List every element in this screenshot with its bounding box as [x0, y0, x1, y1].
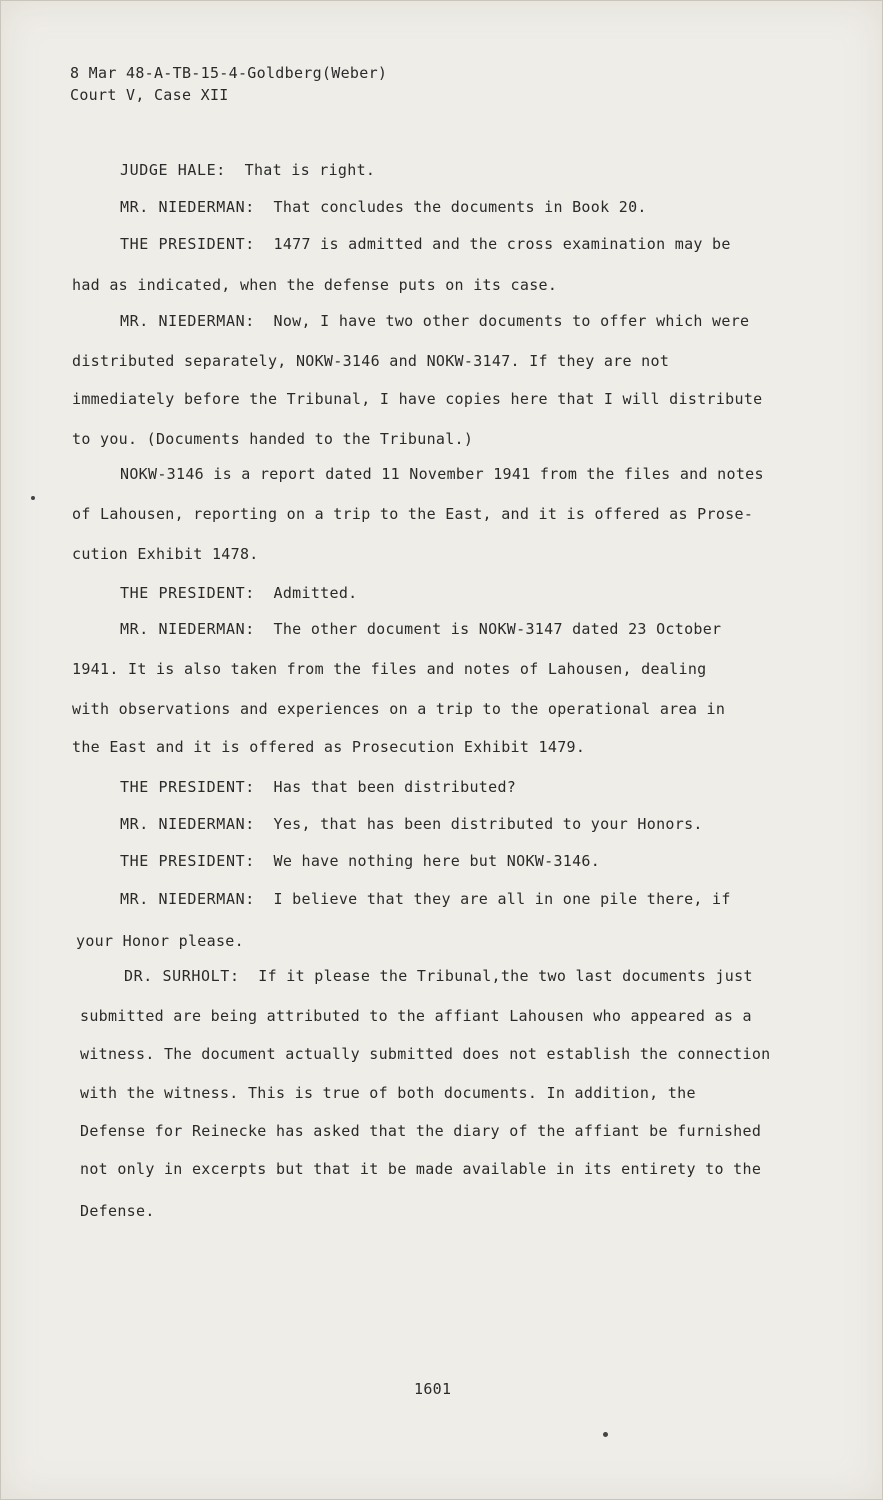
- line-text: to you. (Documents handed to the Tribunal.): [72, 430, 474, 448]
- line-text: with observations and experiences on a trip to the operational area in: [72, 700, 726, 718]
- line-text: the East and it is offered as Prosecution Exhibit 1479.: [72, 738, 586, 756]
- speaker-label: THE PRESIDENT:: [120, 778, 255, 796]
- transcript-line: [72, 738, 585, 756]
- transcript-line: [72, 352, 669, 370]
- paper-speck: [603, 1432, 608, 1437]
- line-text: Has that been distributed?: [273, 778, 517, 796]
- line-text: witness. The document actually submitted does not establish the connection: [80, 1045, 771, 1063]
- speaker-label: THE PRESIDENT:: [120, 852, 255, 870]
- line-text: Now, I have two other documents to offer which were: [273, 312, 750, 330]
- transcript-line: [120, 890, 731, 908]
- transcript-line: [120, 584, 358, 602]
- transcript-line: [72, 430, 473, 448]
- line-text: distributed separately, NOKW-3146 and NOKW-3147. If they are not: [72, 352, 670, 370]
- transcript-line: [72, 390, 762, 408]
- header-court-case: Court V, Case XII: [70, 86, 229, 104]
- transcript-line: [72, 700, 725, 718]
- transcript-line: [120, 235, 731, 253]
- line-text: The other document is NOKW-3147 dated 23 October: [273, 620, 722, 638]
- paper-speck: [31, 496, 35, 500]
- line-text: immediately before the Tribunal, I have copies here that I will distribute: [72, 390, 763, 408]
- line-text: Defense for Reinecke has asked that the diary of the affiant be furnished: [80, 1122, 762, 1140]
- transcript-line: [72, 505, 753, 523]
- document-header: [70, 62, 387, 106]
- speaker-label: MR. NIEDERMAN:: [120, 198, 255, 216]
- line-text: 1941. It is also taken from the files and notes of Lahousen, dealing: [72, 660, 707, 678]
- transcript-line: [80, 1122, 761, 1140]
- line-text: Yes, that has been distributed to your Honors.: [273, 815, 703, 833]
- line-text: NOKW-3146 is a report dated 11 November 1941 from the files and notes: [120, 465, 764, 483]
- line-text: had as indicated, when the defense puts on its case.: [72, 276, 558, 294]
- transcript-line: [72, 660, 707, 678]
- transcript-line: [80, 1045, 770, 1063]
- transcript-line: [120, 852, 600, 870]
- transcript-line: [76, 932, 244, 950]
- transcript-line: [80, 1160, 761, 1178]
- transcript-line: [120, 815, 703, 833]
- speaker-label: MR. NIEDERMAN:: [120, 312, 255, 330]
- line-text: We have nothing here but NOKW-3146.: [273, 852, 601, 870]
- speaker-label: MR. NIEDERMAN:: [120, 815, 255, 833]
- transcript-line: [72, 545, 259, 563]
- transcript-line: [80, 1202, 155, 1220]
- line-text: Defense.: [80, 1202, 155, 1220]
- line-text: 1477 is admitted and the cross examination may be: [273, 235, 731, 253]
- transcript-line: [80, 1084, 696, 1102]
- transcript-line: [120, 778, 516, 796]
- line-text: Admitted.: [273, 584, 358, 602]
- speaker-label: MR. NIEDERMAN:: [120, 620, 255, 638]
- transcript-line: [120, 620, 721, 638]
- speaker-label: JUDGE HALE:: [120, 161, 226, 179]
- speaker-label: THE PRESIDENT:: [120, 584, 255, 602]
- line-text: with the witness. This is true of both documents. In addition, the: [80, 1084, 696, 1102]
- speaker-label: DR. SURHOLT:: [124, 967, 240, 985]
- transcript-line: [120, 198, 647, 216]
- line-text: of Lahousen, reporting on a trip to the East, and it is offered as Prose-: [72, 505, 754, 523]
- transcript-line: [124, 967, 753, 985]
- line-text: your Honor please.: [76, 932, 244, 950]
- transcript-line: [80, 1007, 752, 1025]
- header-reference: 8 Mar 48-A-TB-15-4-Goldberg(Weber): [70, 64, 388, 82]
- transcript-line: [72, 276, 557, 294]
- line-text: I believe that they are all in one pile there, if: [273, 890, 731, 908]
- line-text: not only in excerpts but that it be made available in its entirety to the: [80, 1160, 762, 1178]
- line-text: submitted are being attributed to the affiant Lahousen who appeared as a: [80, 1007, 752, 1025]
- speaker-label: THE PRESIDENT:: [120, 235, 255, 253]
- transcript-line: [120, 465, 764, 483]
- line-text: cution Exhibit 1478.: [72, 545, 259, 563]
- page-number: 1601: [414, 1380, 452, 1398]
- transcript-line: [120, 312, 749, 330]
- line-text: That concludes the documents in Book 20.: [273, 198, 647, 216]
- transcript-line: [120, 161, 375, 179]
- line-text: If it please the Tribunal,the two last documents just: [258, 967, 753, 985]
- line-text: That is right.: [244, 161, 376, 179]
- speaker-label: MR. NIEDERMAN:: [120, 890, 255, 908]
